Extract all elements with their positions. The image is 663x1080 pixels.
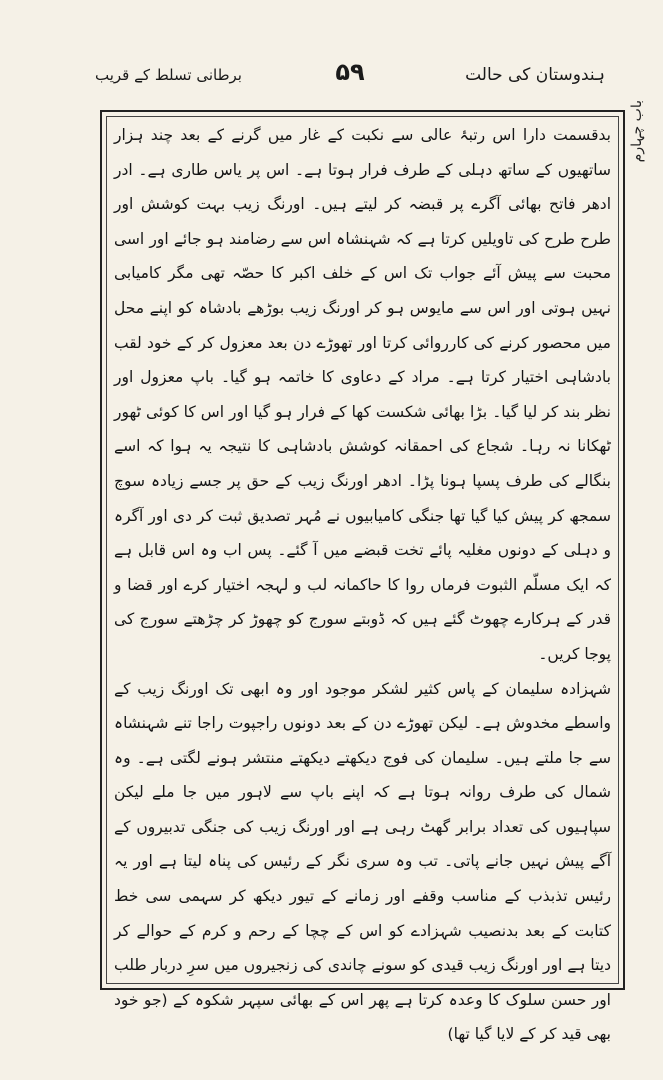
paragraph: بدقسمت دارا اس رتبۂ عالی سے نکبت کے غار میں گرنے کے بعد چند ہزار ساتھیوں کے ساتھ دہلی کے طرف فرار ہوتا ہے۔ اس پر یاس طاری ہے۔ ادر ادھر فاتح بھائی آگرے پر قبضہ کر لیتے ہیں۔ اورنگ زیب بہت کوشش اور طرح طرح کی تاویلیں کرتا ہے کہ شہنشاہ اس سے رضامند ہو جائے اور اسی محبت سے پیش آئے جواب تک اس کے خلف اکبر کا حصّہ تھی مگر کامیابی نہیں ہوتی اور اس سے مایوس ہو کر اورنگ زیب بوڑھے بادشاہ کو اپنے محل میں محصور کرنے کی کارروائی کرتا اور تھوڑے دن بعد معزول کر کے خود لقب بادشاہی اختیار کرتا ہے۔ مراد کے دعاوی کا خاتمہ ہو گیا۔ باپ معزول اور نظر بند کر لیا گیا۔ بڑا بھائی شکست کھا کے فرار ہو گیا اور اس کا کوئی ٹھور ٹھکانا نہ رہا۔ شجاع کی احمقانہ کوشش بادشاہی کا نتیجہ یہ ہوا کہ اسے بنگالے کی طرف پسپا ہونا پڑا۔ ادھر اورنگ زیب کے حق پر جسے زیادہ سوچ سمجھ کر پیش کیا گیا تھا جنگی کامیابیوں نے مُہر تصدیق ثبت کر دی اور آگرہ و دہلی کے دونوں مغلیہ پائے تخت قبضے میں آ گئے۔ پس اب وہ اس قابل ہے کہ ایک مسلّم الثبوت فرماں روا کا حاکمانہ لب و لہجہ اختیار کرے اور قضا و قدر کے ہرکارے چھوٹ گئے ہیں کہ ڈوبتے سورج کو چھوڑ کر چڑھتے سورج کی پوجا کریں۔ — [114, 126, 611, 663]
chapter-label: باب چہارم — [629, 100, 645, 163]
page-number: ۵۹ — [335, 58, 365, 86]
header-title: ہندوستان کی حالت — [465, 65, 605, 85]
paragraph: شہزادہ سلیمان کے پاس کثیر لشکر موجود اور وہ ابھی تک اورنگ زیب کے واسطے مخدوش ہے۔ لیکن تھوڑے دن کے بعد دونوں راجپوت راجا تنے شہنشاہ سے جا ملتے ہیں۔ سلیمان کی فوج دیکھتے دیکھتے منتشر ہونے لگتی ہے۔ وہ شمال کی طرف روانہ ہوتا ہے کہ اپنے باپ سے لاہور میں جا ملے لیکن سپاہیوں کی تعداد برابر گھٹ رہی ہے اور اورنگ زیب کی جنگی تدبیروں کے آگے پیش نہیں جانے پاتی۔ تب وہ سری نگر کے رئیس کی پناہ لیتا ہے اور یہ رئیس تذبذب کے مناسب وقفے اور زمانے کے تیور دیکھ کر سہمی سی خط کتابت کے بعد بدنصیب شہزادے کو اس کے چچا کے رحم و کرم کے حوالے کر دیتا ہے اور اورنگ زیب قیدی کو سونے چاندی کی زنجیروں میں سرِ دربار طلب اور حسن سلوک کا وعدہ کرتا ہے پھر اس کے بھائی سپہر شکوہ کے (جو خود بھی قید کر کے لایا گیا تھا) — [114, 679, 611, 1044]
running-head: برطانی تسلط کے قریب — [95, 66, 242, 84]
body-text — [114, 118, 611, 1052]
page-header — [95, 58, 605, 94]
